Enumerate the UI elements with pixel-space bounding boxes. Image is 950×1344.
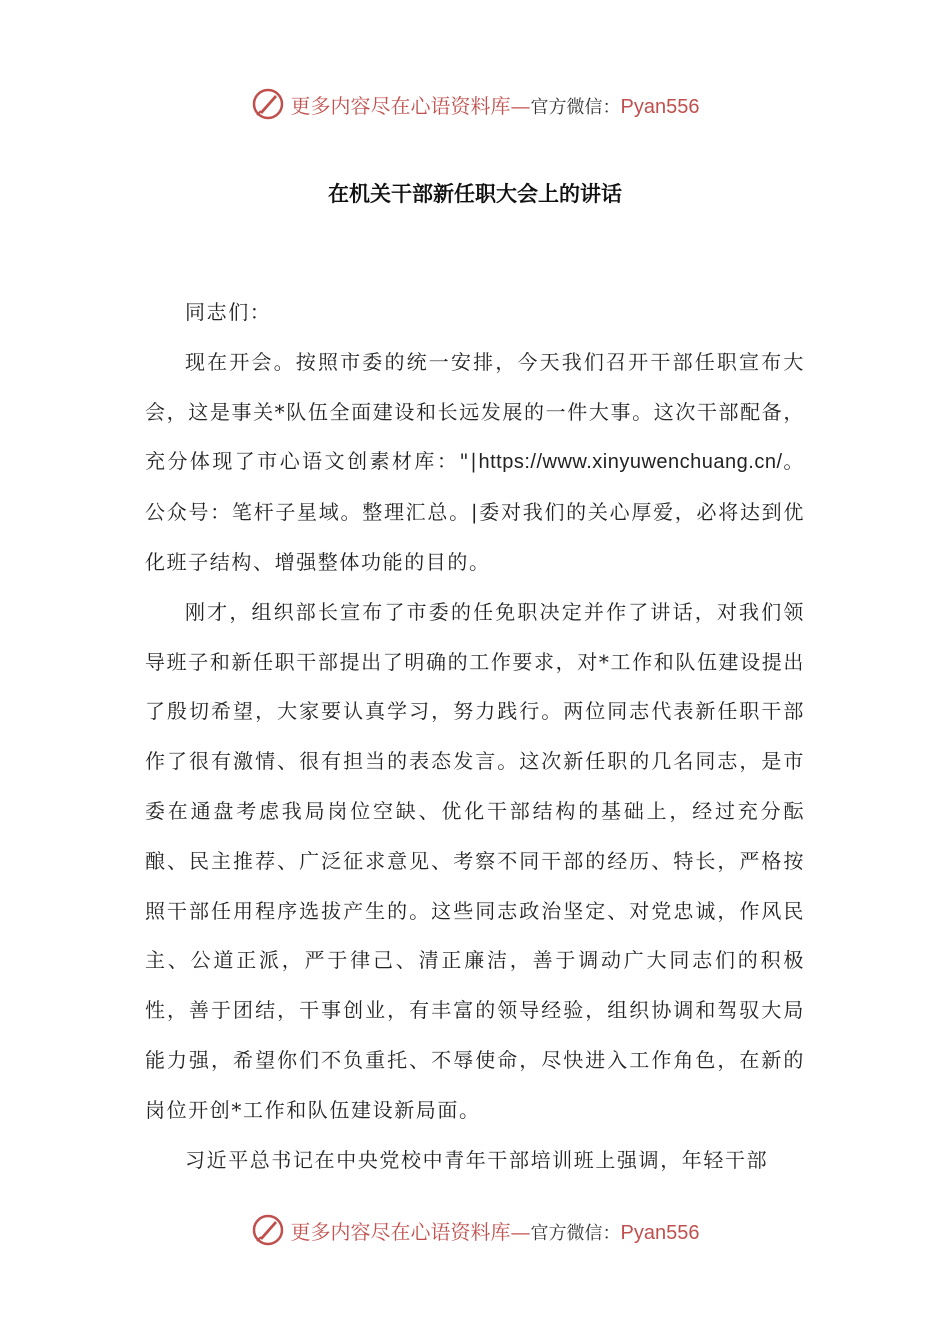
paragraph-3: 习近平总书记在中央党校中青年干部培训班上强调，年轻干部 xyxy=(185,1147,769,1172)
paragraph-1 xyxy=(145,338,805,588)
watermark-wechat-id: Pyan556 xyxy=(620,1221,700,1244)
watermark-wechat-id: Pyan556 xyxy=(620,95,700,118)
watermark-contact-label: 官方微信： xyxy=(530,96,621,118)
header-watermark xyxy=(0,84,950,124)
quill-logo-icon xyxy=(251,1213,285,1247)
paragraph-2: 刚才，组织部长宣布了市委的任免职决定并作了讲话，对我们领导班子和新任职干部提出了明确的工作要求，对*工作和队伍建设提出了殷切希望，大家要认真学习，努力践行。两位同志代表新任职干部作了很有激情、很有担当的表态发言。这次新任职的几名同志，是市委在通盘考虑我局岗位空缺、优化干部结构的基础上，经过充分酝酿、民主推荐、广泛征求意见、考察不同干部的经历、特长，严格按照干部任用程序选拔产生的。这些同志政治坚定、对党忠诚，作风民主、公道正派，严于律己、清正廉洁，善于调动广大同志们的积极性，善于团结，干事创业，有丰富的领导经验，组织协调和驾驭大局能力强，希望你们不负重托、不辱使命，尽快进入工作角色，在新的岗位开创*工作和队伍建设新局面。 xyxy=(145,599,805,1122)
watermark-site-text: 更多内容尽在心语资料库 xyxy=(290,1219,511,1244)
watermark-contact-label: 官方微信： xyxy=(530,1222,621,1244)
document-title: 在机关干部新任职大会上的讲话 xyxy=(328,182,622,206)
salutation: 同志们： xyxy=(185,300,272,324)
paragraph-1-text-a: 现在开会。按照市委的统一安排，今天我们召开干部任职宣布大会，这是事关*队伍全面建设和长远发展的一件大事。这次干部配备，充分体现了市心语文创素材库："| xyxy=(145,349,805,474)
watermark-site-text: 更多内容尽在心语资料库 xyxy=(290,93,511,118)
quill-logo-icon xyxy=(251,87,285,121)
footer-watermark xyxy=(0,1210,950,1250)
watermark-dash: — xyxy=(510,1219,531,1244)
paragraph-1-text-b: 。公众号：笔杆子星域。整理汇总。|委对我们的关心厚爱，必将达到优化班子结构、增强整体功能的目的。 xyxy=(145,449,805,574)
paragraph-1-url: https://www.xinyuwenchuang.cn/ xyxy=(478,451,783,474)
document-body xyxy=(145,288,805,1185)
watermark-dash: — xyxy=(510,93,531,118)
